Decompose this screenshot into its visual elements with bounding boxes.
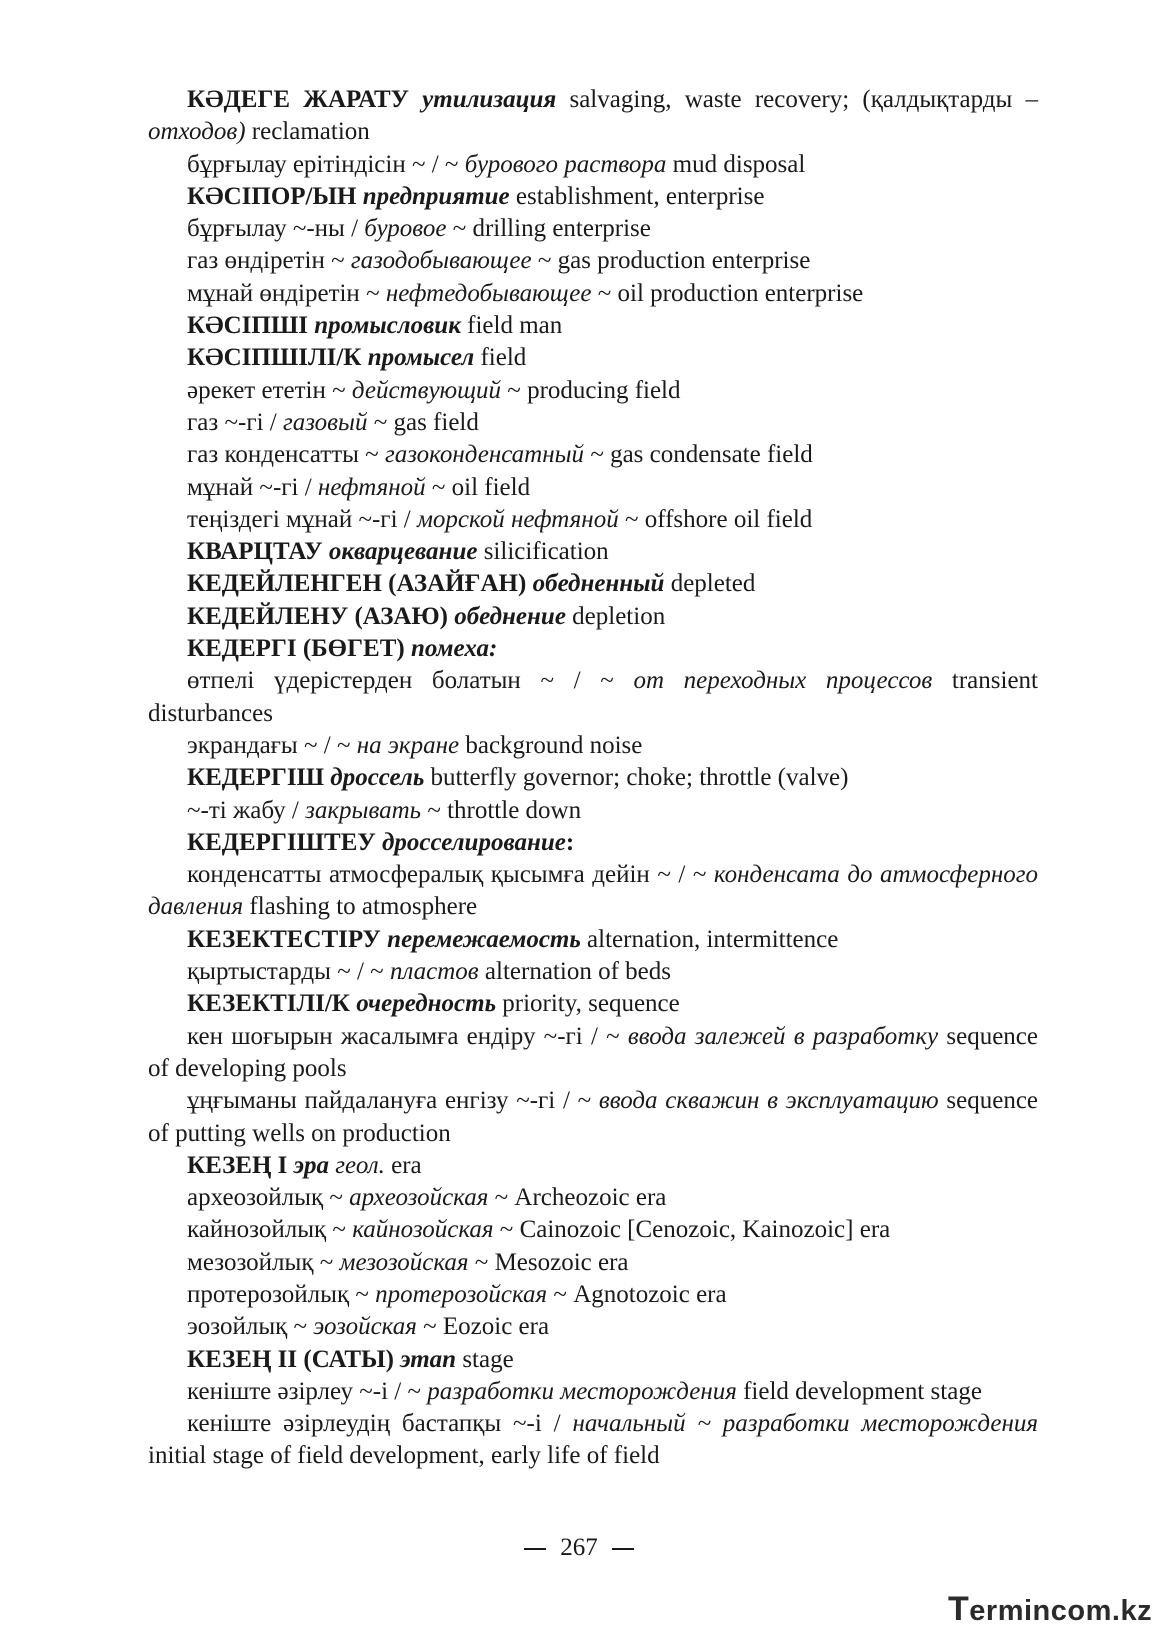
- dictionary-entry: [148, 278, 1038, 310]
- headword: КЕЗЕҢ I: [187, 1151, 288, 1179]
- entry-text: теңіздегі мұнай ~-гі /: [187, 505, 417, 533]
- russian-term: разработки месторождения: [427, 1377, 737, 1405]
- russian-term: начальный ~ разработки месторождения: [572, 1410, 1038, 1438]
- russian-term: действующий: [351, 376, 502, 404]
- entry-text: протерозойлық ~: [187, 1280, 376, 1308]
- dictionary-entry: [148, 181, 1038, 213]
- russian-term: бурового раствора: [464, 150, 667, 178]
- logo-letter-t: T: [948, 1590, 970, 1628]
- entry-text: бұрғылау ~-ны /: [187, 215, 365, 243]
- dictionary-entry: [148, 730, 1038, 762]
- entry-text: establishment, enterprise: [509, 182, 765, 210]
- entry-text: initial stage of field development, early life of field: [148, 1442, 660, 1470]
- entry-text: depleted: [664, 570, 756, 598]
- russian-headword: обеднение: [454, 602, 566, 630]
- footer-dash-left: [524, 1548, 546, 1550]
- russian-term: газодобывающее: [350, 247, 532, 275]
- dictionary-entry: [148, 310, 1038, 342]
- entry-text: flashing to atmosphere: [243, 893, 478, 921]
- dictionary-entry: [148, 827, 1038, 859]
- entry-text: alternation of beds: [478, 958, 671, 986]
- entry-text: sequence of putting wells on production: [148, 1087, 1039, 1147]
- dictionary-entry: [148, 1279, 1038, 1311]
- entry-text: кен шоғырын жасалымға ендіру ~-гі / ~: [187, 1022, 628, 1050]
- russian-term: на экране: [356, 731, 460, 759]
- dictionary-entry: [148, 439, 1038, 471]
- headword: КЕЗЕКТІЛІ/К: [187, 990, 350, 1018]
- dictionary-entry: [148, 762, 1038, 794]
- entry-text: field development stage: [736, 1377, 982, 1405]
- dictionary-entry: [148, 1376, 1038, 1408]
- entry-text: мезозойлық ~: [187, 1248, 340, 1276]
- russian-term: археозойская: [349, 1184, 489, 1212]
- russian-headword: перемежаемость: [387, 925, 581, 953]
- russian-headword: очередность: [356, 990, 496, 1018]
- headword: КӘСІПОР/ЫН: [187, 182, 357, 210]
- entry-text: ~ drilling enterprise: [446, 215, 651, 243]
- russian-term: протерозойская: [375, 1280, 548, 1308]
- logo-text: ermincom: [969, 1595, 1112, 1627]
- dictionary-entry: [148, 988, 1038, 1020]
- russian-term: от переходных процессов: [633, 667, 933, 695]
- page-number: 267: [560, 1534, 598, 1561]
- dictionary-entry: [148, 1214, 1038, 1246]
- russian-headword: дроссель: [330, 764, 425, 792]
- entry-text: ~ oil production enterprise: [591, 279, 864, 307]
- entry-text: ~ Mesozoic era: [468, 1248, 629, 1276]
- russian-term: закрывать: [305, 796, 422, 824]
- logo-domain: .kz: [1111, 1595, 1153, 1627]
- dictionary-entry: [148, 342, 1038, 374]
- dictionary-entry: [148, 601, 1038, 633]
- russian-term: кайнозойская: [352, 1216, 494, 1244]
- headword: КЕЗЕКТЕСТІРУ: [187, 925, 381, 953]
- page-footer: [0, 1534, 1158, 1562]
- headword: КЕДЕРГІ (БӨГЕТ): [187, 635, 405, 663]
- entry-text: stage: [456, 1345, 514, 1373]
- russian-term: ввода скважин в эксплуатацию: [598, 1087, 939, 1115]
- russian-headword: помеха:: [410, 635, 498, 663]
- russian-term: нефтедобывающее: [385, 279, 592, 307]
- entry-text: ~ gas condensate field: [584, 441, 813, 469]
- headword: КЕДЕРГІШ: [187, 764, 325, 792]
- headword: КӘДЕГЕ ЖАРАТУ: [187, 86, 409, 113]
- dictionary-entry: [148, 859, 1038, 924]
- entry-text: ~ oil field: [425, 473, 531, 501]
- russian-headword: обедненный: [532, 570, 665, 598]
- entry-text: әрекет ететін ~: [187, 376, 352, 404]
- russian-headword: окварцевание: [328, 538, 478, 566]
- russian-headword: утилизация: [422, 86, 557, 113]
- dictionary-entry: [148, 795, 1038, 827]
- entry-text: [409, 86, 422, 113]
- russian-term: геол.: [335, 1151, 385, 1179]
- dictionary-entry: [148, 665, 1038, 730]
- headword: :: [565, 828, 575, 856]
- entry-text: ~ offshore oil field: [618, 505, 813, 533]
- entry-text: ~ producing field: [501, 376, 681, 404]
- headword: КВАРЦТАУ: [187, 538, 323, 566]
- entry-text: ~ Agnotozoic era: [547, 1280, 727, 1308]
- entry-text: transient disturbances: [148, 667, 1038, 727]
- dictionary-entry: [148, 1408, 1038, 1473]
- dictionary-entry: [148, 1182, 1038, 1214]
- dictionary-entry: [148, 536, 1038, 568]
- dictionary-entry: [148, 1150, 1038, 1182]
- entry-text: ~ gas production enterprise: [531, 247, 811, 275]
- russian-headword: эра: [293, 1151, 330, 1179]
- entry-text: priority, sequence: [496, 990, 680, 1018]
- dictionary-entry: [148, 956, 1038, 988]
- russian-term: пластов: [389, 958, 479, 986]
- entry-text: alternation, intermittence: [580, 925, 839, 953]
- entry-text: field man: [460, 312, 563, 340]
- russian-term: конденсата до атмосферного давления: [148, 861, 1038, 921]
- entry-text: ~ Eozoic era: [416, 1313, 550, 1341]
- entry-text: газ өндіретін ~: [187, 247, 351, 275]
- russian-headword: дросселирование: [381, 828, 566, 856]
- entry-text: butterfly governor; choke; throttle (valve): [424, 764, 849, 792]
- headword: КӘСІПШІЛІ/К: [187, 344, 362, 372]
- russian-term: нефтяной: [317, 473, 426, 501]
- entry-text: газ конденсатты ~: [187, 441, 385, 469]
- dictionary-entry: [148, 568, 1038, 600]
- entry-text: ~ Archeozoic era: [488, 1184, 667, 1212]
- dictionary-entry: [148, 924, 1038, 956]
- entry-text: кайнозойлық ~: [187, 1216, 353, 1244]
- headword: КЕДЕЙЛЕНГЕН (АЗАЙҒАН): [187, 570, 527, 598]
- entry-text: era: [384, 1151, 422, 1179]
- dictionary-entry: [148, 1344, 1038, 1376]
- dictionary-page: [148, 84, 1038, 1473]
- entry-text: кеніште әзірлеу ~-і / ~: [187, 1377, 428, 1405]
- entry-text: мұнай өндіретін ~: [187, 279, 386, 307]
- entry-text: salvaging, waste recovery; (қалдықтарды –: [556, 86, 1039, 113]
- entry-text: экрандағы ~ / ~: [187, 731, 357, 759]
- entry-text: background noise: [459, 731, 643, 759]
- dictionary-entry: [148, 1311, 1038, 1343]
- dictionary-entry: [148, 1247, 1038, 1279]
- dictionary-entry: [148, 633, 1038, 665]
- dictionary-entry: [148, 1021, 1038, 1086]
- entry-text: эозойлық ~: [187, 1313, 314, 1341]
- entry-text: өтпелі үдерістерден болатын ~ / ~: [187, 667, 634, 695]
- russian-term: отходов): [148, 118, 246, 146]
- entry-text: қыртыстарды ~ / ~: [187, 958, 390, 986]
- russian-headword: этап: [400, 1345, 457, 1373]
- entry-text: конденсатты атмосфералық қысымға дейін ~ / ~: [187, 861, 714, 889]
- russian-term: буровое: [364, 215, 447, 243]
- entry-text: кеніште әзірлеудің бастапқы ~-і /: [187, 1410, 573, 1438]
- russian-headword: промысловик: [314, 312, 461, 340]
- entry-text: бұрғылау ерітіндісін ~ / ~: [187, 150, 465, 178]
- entry-text: sequence of developing pools: [148, 1022, 1038, 1082]
- dictionary-entry: [148, 407, 1038, 439]
- entry-text: mud disposal: [666, 150, 806, 178]
- entry-text: ~-ті жабу /: [187, 796, 306, 824]
- headword: КӘСІПШІ: [187, 312, 309, 340]
- entry-text: мұнай ~-гі /: [187, 473, 318, 501]
- russian-headword: предприятие: [362, 182, 510, 210]
- entry-text: археозойлық ~: [187, 1184, 350, 1212]
- russian-term: морской нефтяной: [416, 505, 619, 533]
- russian-term: эозойская: [313, 1313, 417, 1341]
- entry-text: field: [474, 344, 527, 372]
- termincom-watermark-logo: [948, 1590, 1153, 1630]
- russian-term: ввода залежей в разработку: [627, 1022, 939, 1050]
- dictionary-entry: [148, 1085, 1038, 1150]
- entry-text: ~ throttle down: [421, 796, 582, 824]
- dictionary-entry: [148, 84, 1038, 149]
- entry-text: ~ gas field: [367, 408, 479, 436]
- headword: КЕДЕРГІШТЕУ: [187, 828, 376, 856]
- dictionary-entry: [148, 375, 1038, 407]
- russian-term: газоконденсатный: [384, 441, 585, 469]
- russian-term: мезозойская: [339, 1248, 469, 1276]
- entry-text: ұңғыманы пайдалануға енгізу ~-гі / ~: [187, 1087, 599, 1115]
- russian-term: газовый: [282, 408, 368, 436]
- entry-text: газ ~-гі /: [187, 408, 283, 436]
- dictionary-entry: [148, 245, 1038, 277]
- entry-text: ~ Cainozoic [Cenozoic, Kainozoic] era: [493, 1216, 891, 1244]
- entry-text: reclamation: [245, 118, 370, 146]
- russian-headword: промысел: [367, 344, 475, 372]
- footer-dash-right: [612, 1548, 634, 1550]
- headword: КЕДЕЙЛЕНУ (АЗАЮ): [187, 602, 448, 630]
- dictionary-entry: [148, 472, 1038, 504]
- dictionary-entry: [148, 149, 1038, 181]
- headword: КЕЗЕҢ II (САТЫ): [187, 1345, 394, 1373]
- dictionary-entry: [148, 213, 1038, 245]
- dictionary-entry: [148, 504, 1038, 536]
- entry-text: silicification: [477, 538, 609, 566]
- entry-text: depletion: [565, 602, 666, 630]
